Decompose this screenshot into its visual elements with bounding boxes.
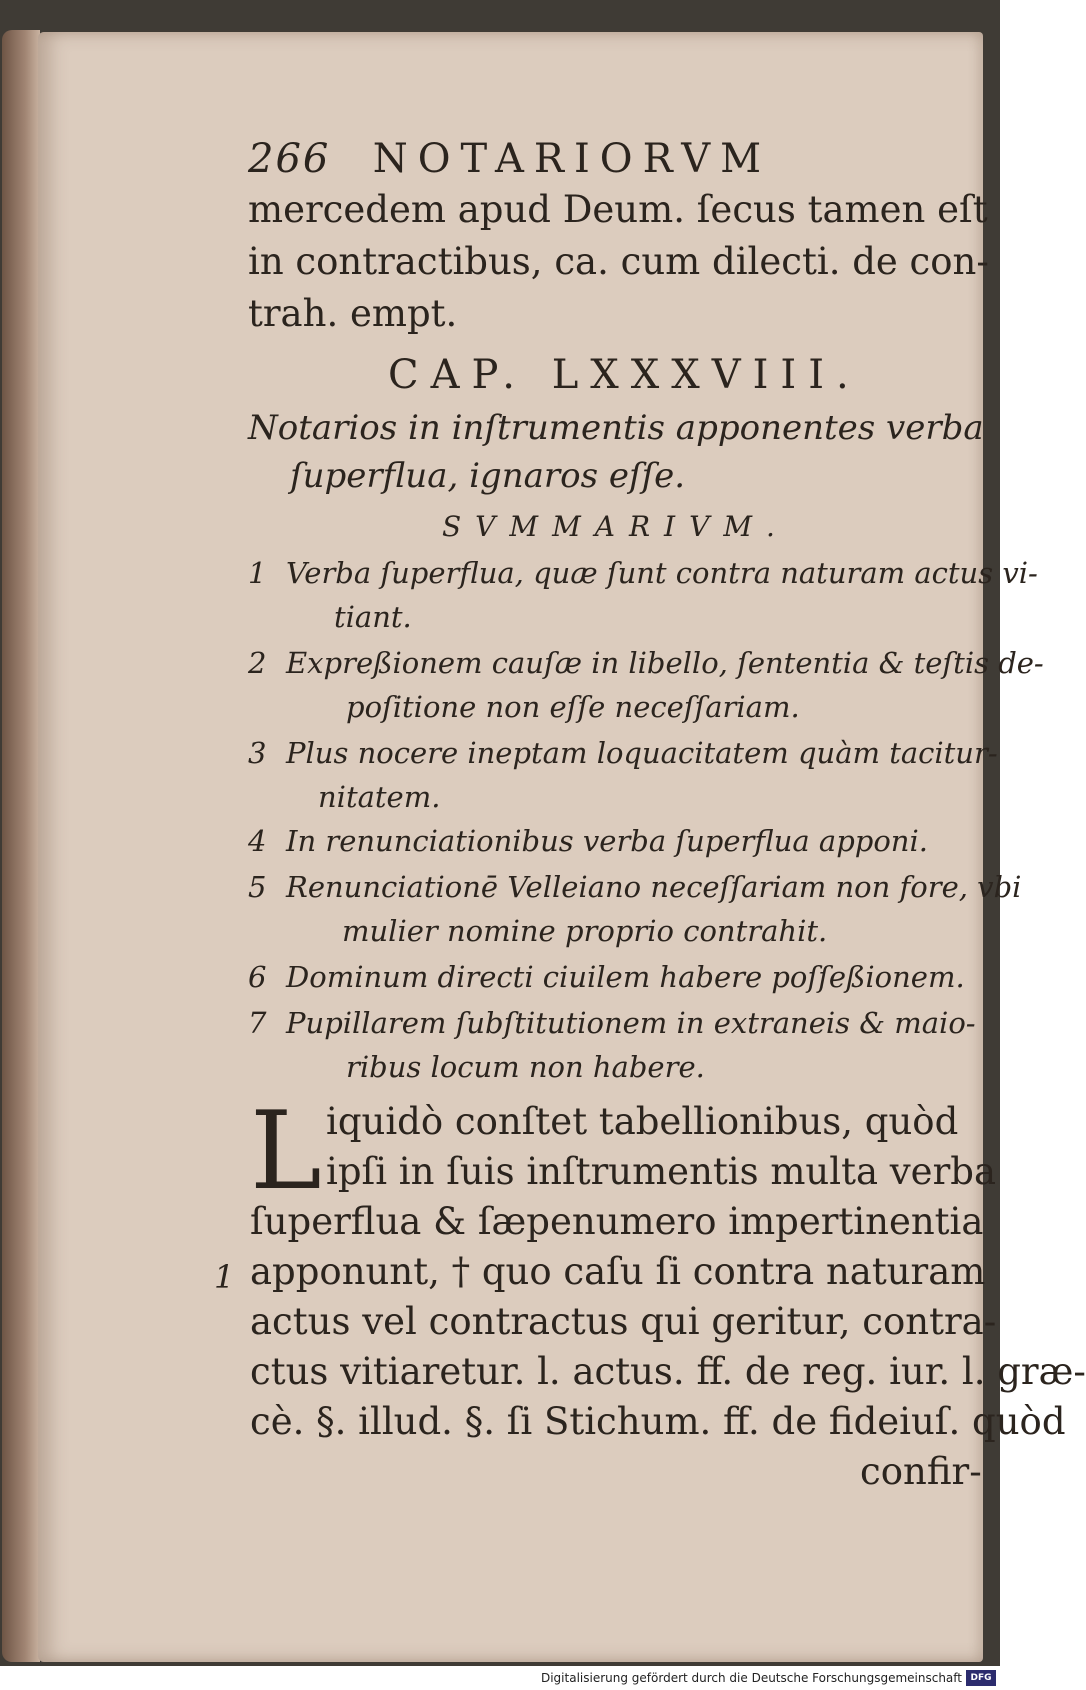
summary-item-continuation: ribus locum non habere.: [346, 1050, 705, 1084]
footer-bar: [0, 1666, 1000, 1690]
summary-item-text: Pupillarem ſubſtitutionem in extraneis & maio-: [286, 1006, 976, 1040]
catchword: confir-: [860, 1450, 982, 1493]
summary-item: [248, 1006, 976, 1040]
summary-item-continuation: mulier nomine proprio contrahit.: [342, 914, 828, 948]
summary-item-text: Renunciationē Velleiano neceſſariam non fore, vbi: [286, 870, 1022, 904]
summary-item-continuation: tiant.: [334, 600, 412, 634]
text-line: apponunt, † quo caſu ſi contra naturam: [250, 1250, 986, 1293]
summary-item: [248, 960, 965, 994]
summary-item: [248, 736, 998, 770]
summary-item-number: 2: [248, 646, 267, 680]
chapter-heading: CAP. LXXXVIII.: [388, 352, 861, 398]
summary-item-text: Plus nocere ineptam loquacitatem quàm tacitur-: [286, 736, 998, 770]
text-line: ipſi in ſuis inſtrumentis multa verba: [326, 1150, 997, 1193]
text-line: ctus vitiaretur. l. actus. ff. de reg. iur. l. græ-: [250, 1350, 1086, 1393]
summary-item-text: Expreßionem cauſæ in libello, ſententia & teſtis de-: [286, 646, 1044, 680]
summary-item-text: Verba ſuperflua, quæ ſunt contra naturam actus vi-: [286, 556, 1038, 590]
summary-item: [248, 824, 928, 858]
text-line: mercedem apud Deum. ſecus tamen eſt: [248, 188, 988, 231]
text-line: cè. §. illud. §. ſi Stichum. ff. de fideiuſ. quòd: [250, 1400, 1066, 1443]
summary-item-text: In renunciationibus verba ſuperflua apponi.: [286, 824, 928, 858]
drop-cap: L: [250, 1089, 322, 1214]
chapter-title-line: ſuperflua, ignaros eſſe.: [290, 456, 686, 496]
summary-item: [248, 556, 1038, 590]
summary-item-number: 5: [248, 870, 267, 904]
summary-item-number: 1: [248, 556, 267, 590]
chapter-title-line: Notarios in inſtrumentis apponentes verba: [248, 408, 984, 448]
summary-item-continuation: nitatem.: [318, 780, 441, 814]
page-number: 266: [248, 136, 331, 182]
text-line: actus vel contractus qui geritur, contra-: [250, 1300, 997, 1343]
text-line: in contractibus, ca. cum dilecti. de con-: [248, 240, 989, 283]
dfg-logo: DFG: [966, 1670, 996, 1686]
summary-item-continuation: poſitione non eſſe neceſſariam.: [346, 690, 800, 724]
summary-item-number: 6: [248, 960, 267, 994]
page-header: [248, 136, 771, 182]
text-line: iquidò conſtet tabellionibus, quòd: [326, 1100, 959, 1143]
text-line: trah. empt.: [248, 292, 458, 335]
summary-heading: SVMMARIVM.: [442, 510, 789, 543]
summary-item-number: 3: [248, 736, 267, 770]
summary-item-number: 4: [248, 824, 267, 858]
summary-item-number: 7: [248, 1006, 267, 1040]
text-line: ſuperflua & ſæpenumero impertinentia: [250, 1200, 984, 1243]
footer-credit: Digitalisierung gefördert durch die Deutsche Forschungsgemeinschaft: [540, 1671, 962, 1685]
running-head: NOTARIORVM: [372, 136, 772, 182]
margin-note: 1: [214, 1258, 235, 1296]
summary-item: [248, 870, 1021, 904]
summary-item: [248, 646, 1044, 680]
summary-item-text: Dominum directi ciuilem habere poſſeßionem.: [286, 960, 965, 994]
